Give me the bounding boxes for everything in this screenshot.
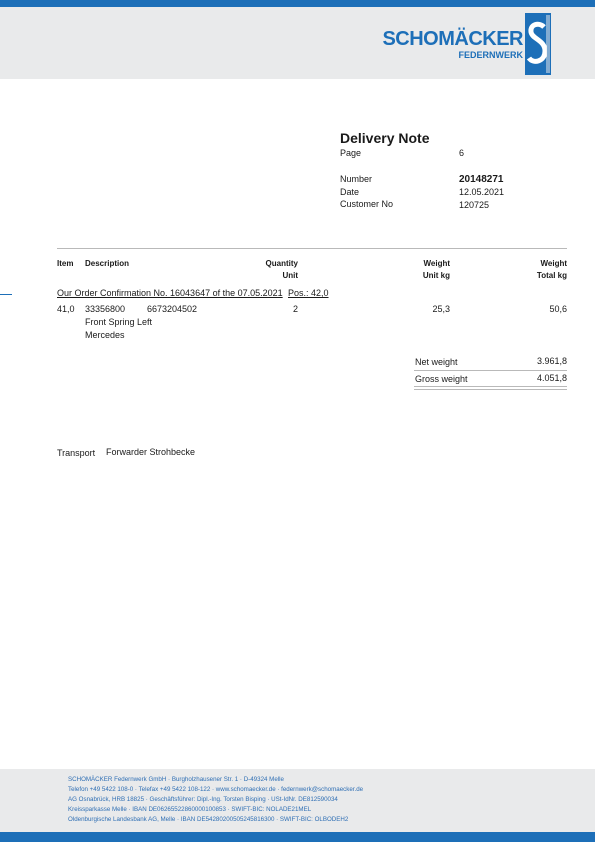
logo-s-mark-icon [525,13,551,75]
col-item-header: Item [57,259,74,268]
row-description-line1: Front Spring Left [85,317,153,327]
position-ref: Pos.: 42,0 [288,288,329,298]
transport-value: Forwarder Strohbecke [106,447,196,457]
document-title: Delivery Note [340,130,430,146]
customer-label: Customer No [340,199,394,209]
logo-wordmark: SCHOMÄCKER [382,27,523,50]
col-quantity-header: Quantity [265,259,298,268]
number-value: 20148271 [459,174,504,185]
row-customer-article-no: 6673204502 [147,304,198,314]
footer-line-bank2: Oldenburgische Landesbank AG, Melle · IBAN DE54280200505245816300 · SWIFT-BIC: OLBODEH2 [68,816,349,823]
footer-band [0,769,595,832]
bottom-accent-bar [0,832,595,842]
row-quantity: 2 [292,304,298,314]
net-weight-value: 3.961,8 [536,356,567,366]
letterhead-band [0,7,595,79]
col-weight-unit-header: Weight [423,259,450,268]
row-unit-weight: 25,3 [432,304,450,314]
col-weight-unit-sub-header: Unit kg [422,271,450,280]
row-description-line2: Mercedes [85,330,125,340]
company-logo [382,13,551,75]
net-weight-rule [414,370,567,371]
page-value: 6 [459,148,465,158]
date-label: Date [340,187,360,197]
col-weight-total-sub-header: Total kg [536,271,567,280]
gross-weight-rule-2 [414,389,567,390]
row-total-weight: 50,6 [549,304,567,314]
table-top-rule [57,248,567,249]
logo-subtitle: FEDERNWERK [458,49,523,60]
col-weight-total-header: Weight [540,259,567,268]
net-weight-label: Net weight [415,357,458,367]
gross-weight-label: Gross weight [415,374,468,384]
gross-weight-value: 4.051,8 [536,373,567,383]
customer-value: 120725 [459,200,490,210]
top-accent-bar [0,0,595,7]
footer-line-bank1: Kreissparkasse Melle · IBAN DE06265522860000100853 · SWIFT-BIC: NOLADE21MEL [68,806,312,813]
number-label: Number [340,174,373,184]
col-quantity-unit-header: Unit [282,271,298,280]
col-description-header: Description [85,259,130,268]
row-item: 41,0 [57,304,75,314]
gross-weight-rule-1 [414,386,567,387]
footer-line-address: SCHOMÄCKER Federnwerk GmbH · Burgholzhausener Str. 1 · D-49324 Melle [68,776,284,783]
order-confirmation-ref: Our Order Confirmation No. 16043647 of the 07.05.2021 [57,288,283,298]
date-value: 12.05.2021 [459,187,505,197]
fold-mark [0,294,12,295]
footer-line-registration: AG Osnabrück, HRB 18825 · Geschäftsführer: Dipl.-Ing. Torsten Bisping · USt-IdNr. DE812590034 [68,796,338,803]
row-article-no: 33356800 [85,304,126,314]
transport-label: Transport [57,448,96,458]
footer-line-contact: Telefon +49 5422 108-0 · Telefax +49 5422 108-122 · www.schomaecker.de · federnwerk@schomaecker.de [68,786,364,793]
page-label: Page [340,148,362,158]
